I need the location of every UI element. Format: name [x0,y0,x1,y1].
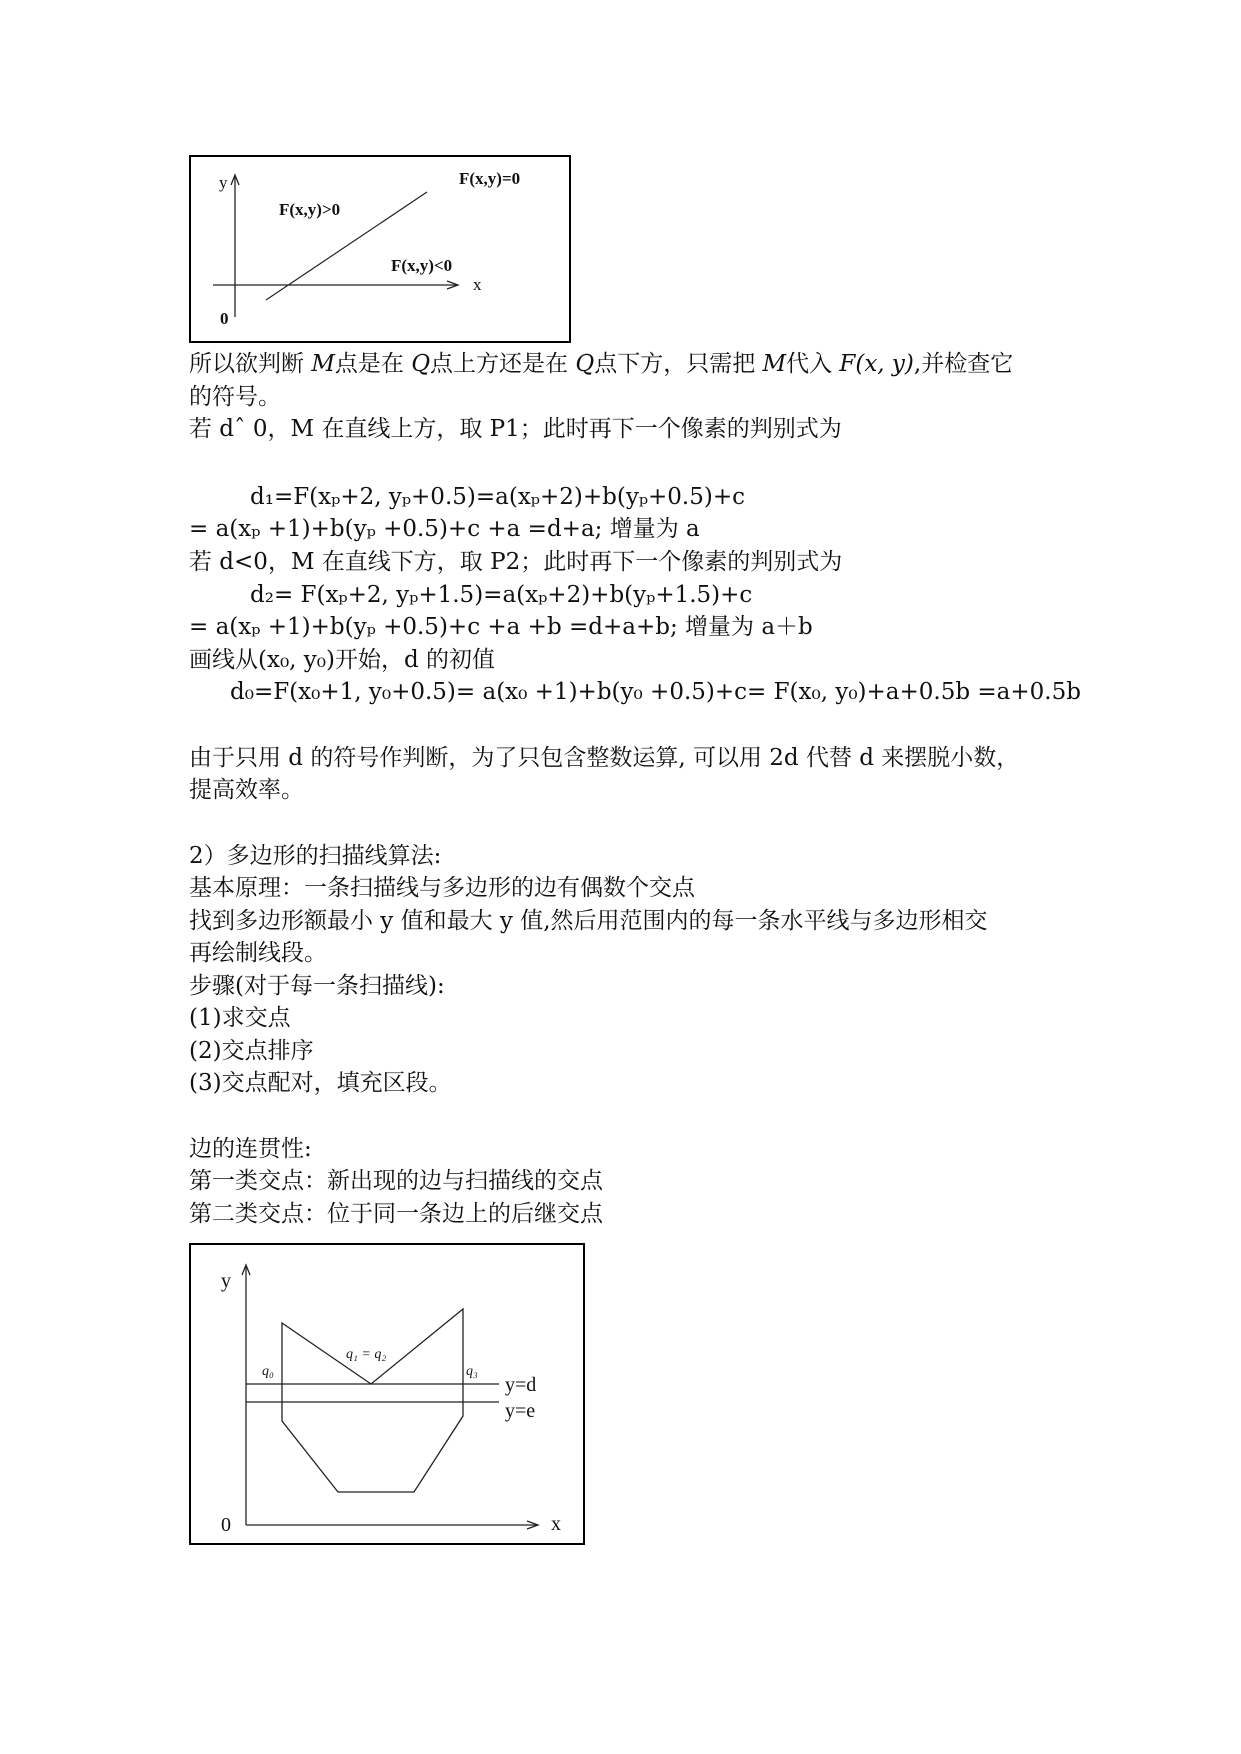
label-q0: q₀ [262,1364,274,1379]
section-heading-scanline: 2）多边形的扫描线算法: [189,843,442,869]
paragraph-first-class: 第一类交点：新出现的边与扫描线的交点 [189,1168,603,1194]
paragraph-sign: 的符号。 [189,384,281,410]
label-q3: q₃ [466,1364,478,1379]
p1-part-c: 点上方还是在 [430,351,576,377]
scanline-polygon-svg [191,1245,583,1543]
formula-d2-expand: = a(xₚ +1)+b(yₚ +0.5)+c +a +b =d+a+b; 增量为 a＋b [189,614,813,640]
paragraph-efficiency: 提高效率。 [189,777,304,803]
paragraph-d-positive: 若 dˆ 0，M 在直线上方，取 P1；此时再下一个像素的判别式为 [189,416,842,442]
paragraph-start-point: 画线从(x₀, y₀)开始，d 的初值 [189,647,496,673]
p1-part-d: 点下方，只需把 [594,351,763,377]
p1-part-e: 代入 [786,351,840,377]
figure-scanline-polygon [189,1243,585,1545]
fig1-origin-label: 0 [220,309,229,328]
step-3: (3)交点配对，填充区段。 [189,1070,452,1096]
fig2-y-label: y [221,1270,231,1292]
fig1-x-label: x [473,275,482,294]
paragraph-second-class: 第二类交点：位于同一条边上的后继交点 [189,1201,603,1227]
fig2-origin-label: 0 [221,1514,231,1536]
paragraph-edge-coherence: 边的连贯性: [189,1136,312,1162]
paragraph-draw-segments: 再绘制线段。 [189,940,327,966]
polygon [282,1309,463,1492]
fig1-above-label: F(x,y)>0 [279,200,341,219]
p1-var-q2: Q [575,351,595,377]
formula-d0: d₀=F(x₀+1, y₀+0.5)= a(x₀ +1)+b(y₀ +0.5)+c= F(x₀, y₀)+a+0.5b =a+0.5b [230,679,1081,705]
paragraph-find-min-max: 找到多边形额最小 y 值和最大 y 值,然后用范围内的每一条水平线与多边形相交 [189,908,988,934]
label-y-e: y=e [505,1400,536,1422]
p1-var-m2: M [762,351,787,377]
paragraph-integer-ops: 由于只用 d 的符号作判断，为了只包含整数运算, 可以用 2d 代替 d 来摆脱小数， [189,745,1020,771]
label-q1-q2: q₁ = q₂ [346,1347,387,1362]
fig1-below-label: F(x,y)<0 [391,256,453,275]
p1-part-f: ,并检查它 [913,351,1014,377]
figure-line-regions [189,155,571,343]
formula-d1: d₁=F(xₚ+2, yₚ+0.5)=a(xₚ+2)+b(yₚ+0.5)+c [250,484,745,510]
paragraph-judge-m [189,349,1013,379]
p1-var-m: M [311,351,335,377]
fig2-x-label: x [551,1513,561,1535]
paragraph-steps: 步骤(对于每一条扫描线): [189,973,445,999]
paragraph-d-negative: 若 d<0，M 在直线下方，取 P2；此时再下一个像素的判别式为 [189,549,843,575]
paragraph-principle: 基本原理：一条扫描线与多边形的边有偶数个交点 [189,875,695,901]
line-regions-svg [191,157,569,341]
formula-d2: d₂= F(xₚ+2, yₚ+1.5)=a(xₚ+2)+b(yₚ+1.5)+c [250,582,753,608]
p1-part-b: 点是在 [334,351,412,377]
p1-part-a: 所以欲判断 [189,351,312,377]
step-2: (2)交点排序 [189,1038,314,1064]
step-1: (1)求交点 [189,1005,291,1031]
fig1-line-label: F(x,y)=0 [459,169,521,188]
p1-func-f: F(x, y) [839,351,914,377]
fig1-y-label: y [219,173,228,192]
label-y-d: y=d [505,1374,537,1396]
p1-var-q1: Q [411,351,431,377]
formula-d1-expand: = a(xₚ +1)+b(yₚ +0.5)+c +a =d+a; 增量为 a [189,516,700,542]
